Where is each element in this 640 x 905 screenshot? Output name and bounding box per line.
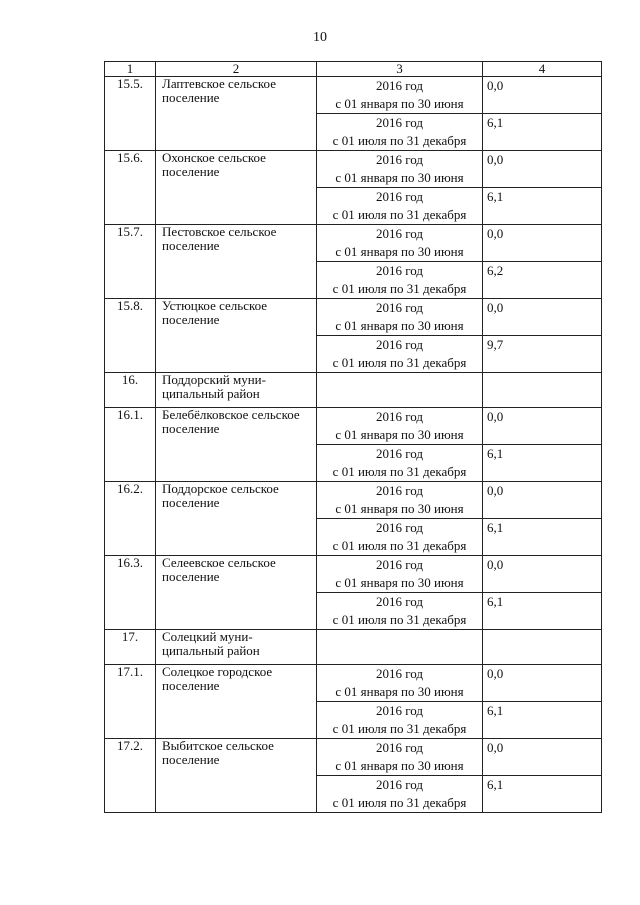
value-text: 0,0 xyxy=(487,300,504,315)
period-second-half xyxy=(317,593,483,630)
row-number: 15.7. xyxy=(105,225,156,299)
table-row-district xyxy=(105,373,602,408)
header-cell-1: 1 xyxy=(105,62,156,77)
period-year: 2016 год xyxy=(376,777,423,792)
period-second-half xyxy=(317,114,483,151)
value-text: 0,0 xyxy=(487,152,504,167)
table-row xyxy=(105,665,602,702)
municipality-name: Поддорское сельское поселение xyxy=(156,482,317,556)
value-second-half xyxy=(483,114,602,151)
period-range: с 01 января по 30 июня xyxy=(335,758,464,773)
value-text: 0,0 xyxy=(487,78,504,93)
period-range: с 01 января по 30 июня xyxy=(335,96,464,111)
value-cell-empty xyxy=(483,630,602,665)
value-second-half xyxy=(483,593,602,630)
table-row xyxy=(105,225,602,262)
page-number: 10 xyxy=(313,30,327,45)
table-row xyxy=(105,299,602,336)
period-range: с 01 июля по 31 декабря xyxy=(332,721,467,736)
value-text: 6,1 xyxy=(487,446,504,461)
period-range: с 01 января по 30 июня xyxy=(335,170,464,185)
period-first-half xyxy=(317,665,483,702)
row-number: 17. xyxy=(105,630,156,665)
value-second-half xyxy=(483,702,602,739)
municipality-name: Лаптевское сельское поселение xyxy=(156,77,317,151)
period-first-half xyxy=(317,556,483,593)
table-row xyxy=(105,151,602,188)
value-first-half xyxy=(483,739,602,776)
period-year: 2016 год xyxy=(376,263,423,278)
value-first-half xyxy=(483,299,602,336)
value-second-half xyxy=(483,188,602,225)
period-range: с 01 января по 30 июня xyxy=(335,427,464,442)
period-year: 2016 год xyxy=(376,115,423,130)
period-range: с 01 января по 30 июня xyxy=(335,318,464,333)
value-text: 6,1 xyxy=(487,594,504,609)
municipality-name: Поддорский муни-ципальный район xyxy=(156,373,317,408)
table-row-district xyxy=(105,630,602,665)
period-year: 2016 год xyxy=(376,226,423,241)
table-body xyxy=(105,62,602,813)
value-first-half xyxy=(483,556,602,593)
period-range: с 01 июля по 31 декабря xyxy=(332,281,467,296)
municipality-name: Пестовское сельское поселение xyxy=(156,225,317,299)
municipality-name: Солецкий муни-ципальный район xyxy=(156,630,317,665)
period-year: 2016 год xyxy=(376,703,423,718)
row-number: 15.5. xyxy=(105,77,156,151)
table-row xyxy=(105,77,602,114)
header-cell-2: 2 xyxy=(156,62,317,77)
period-range: с 01 июля по 31 декабря xyxy=(332,355,467,370)
value-second-half xyxy=(483,445,602,482)
period-year: 2016 год xyxy=(376,300,423,315)
row-number: 15.8. xyxy=(105,299,156,373)
period-range: с 01 января по 30 июня xyxy=(335,244,464,259)
period-second-half xyxy=(317,188,483,225)
value-second-half xyxy=(483,262,602,299)
period-year: 2016 год xyxy=(376,78,423,93)
period-first-half xyxy=(317,77,483,114)
municipality-name: Охонское сельское поселение xyxy=(156,151,317,225)
period-year: 2016 год xyxy=(376,337,423,352)
row-number: 16. xyxy=(105,373,156,408)
value-text: 0,0 xyxy=(487,666,504,681)
period-year: 2016 год xyxy=(376,409,423,424)
value-text: 6,1 xyxy=(487,189,504,204)
value-second-half xyxy=(483,336,602,373)
period-second-half xyxy=(317,702,483,739)
value-text: 6,1 xyxy=(487,777,504,792)
period-year: 2016 год xyxy=(376,740,423,755)
period-range: с 01 июля по 31 декабря xyxy=(332,538,467,553)
period-second-half xyxy=(317,445,483,482)
period-second-half xyxy=(317,262,483,299)
value-text: 9,7 xyxy=(487,337,504,352)
value-first-half xyxy=(483,482,602,519)
period-year: 2016 год xyxy=(376,189,423,204)
municipality-name: Селеевское сельское поселение xyxy=(156,556,317,630)
row-number: 17.2. xyxy=(105,739,156,813)
period-range: с 01 июля по 31 декабря xyxy=(332,612,467,627)
value-text: 0,0 xyxy=(487,557,504,572)
value-first-half xyxy=(483,408,602,445)
header-cell-3: 3 xyxy=(317,62,483,77)
period-second-half xyxy=(317,776,483,813)
tariff-table xyxy=(104,61,602,813)
period-year: 2016 год xyxy=(376,152,423,167)
period-range: с 01 января по 30 июня xyxy=(335,684,464,699)
value-first-half xyxy=(483,225,602,262)
period-year: 2016 год xyxy=(376,557,423,572)
period-second-half xyxy=(317,519,483,556)
value-cell-empty xyxy=(483,373,602,408)
period-first-half xyxy=(317,482,483,519)
table-row xyxy=(105,482,602,519)
value-text: 6,1 xyxy=(487,703,504,718)
header-cell-4: 4 xyxy=(483,62,602,77)
row-number: 16.2. xyxy=(105,482,156,556)
row-number: 16.3. xyxy=(105,556,156,630)
value-second-half xyxy=(483,519,602,556)
municipality-name: Белебёлковское сельское поселение xyxy=(156,408,317,482)
municipality-name: Выбитское сельское поселение xyxy=(156,739,317,813)
period-first-half xyxy=(317,739,483,776)
period-first-half xyxy=(317,299,483,336)
value-text: 6,2 xyxy=(487,263,504,278)
value-second-half xyxy=(483,776,602,813)
period-year: 2016 год xyxy=(376,594,423,609)
header-row xyxy=(105,62,602,77)
municipality-name: Солецкое городское поселение xyxy=(156,665,317,739)
table-row xyxy=(105,556,602,593)
period-range: с 01 июля по 31 декабря xyxy=(332,795,467,810)
period-year: 2016 год xyxy=(376,520,423,535)
period-cell-empty xyxy=(317,630,483,665)
municipality-name: Устюцкое сельское поселение xyxy=(156,299,317,373)
value-text: 6,1 xyxy=(487,115,504,130)
period-range: с 01 января по 30 июня xyxy=(335,501,464,516)
period-first-half xyxy=(317,151,483,188)
table-row xyxy=(105,408,602,445)
period-first-half xyxy=(317,225,483,262)
row-number: 15.6. xyxy=(105,151,156,225)
value-first-half xyxy=(483,151,602,188)
value-text: 0,0 xyxy=(487,226,504,241)
period-range: с 01 июля по 31 декабря xyxy=(332,133,467,148)
row-number: 17.1. xyxy=(105,665,156,739)
period-year: 2016 год xyxy=(376,446,423,461)
period-range: с 01 июля по 31 декабря xyxy=(332,464,467,479)
period-range: с 01 июля по 31 декабря xyxy=(332,207,467,222)
period-cell-empty xyxy=(317,373,483,408)
period-first-half xyxy=(317,408,483,445)
period-year: 2016 год xyxy=(376,666,423,681)
table-row xyxy=(105,739,602,776)
value-text: 0,0 xyxy=(487,740,504,755)
value-text: 6,1 xyxy=(487,520,504,535)
value-text: 0,0 xyxy=(487,483,504,498)
period-range: с 01 января по 30 июня xyxy=(335,575,464,590)
value-first-half xyxy=(483,77,602,114)
value-text: 0,0 xyxy=(487,409,504,424)
value-first-half xyxy=(483,665,602,702)
period-year: 2016 год xyxy=(376,483,423,498)
row-number: 16.1. xyxy=(105,408,156,482)
period-second-half xyxy=(317,336,483,373)
